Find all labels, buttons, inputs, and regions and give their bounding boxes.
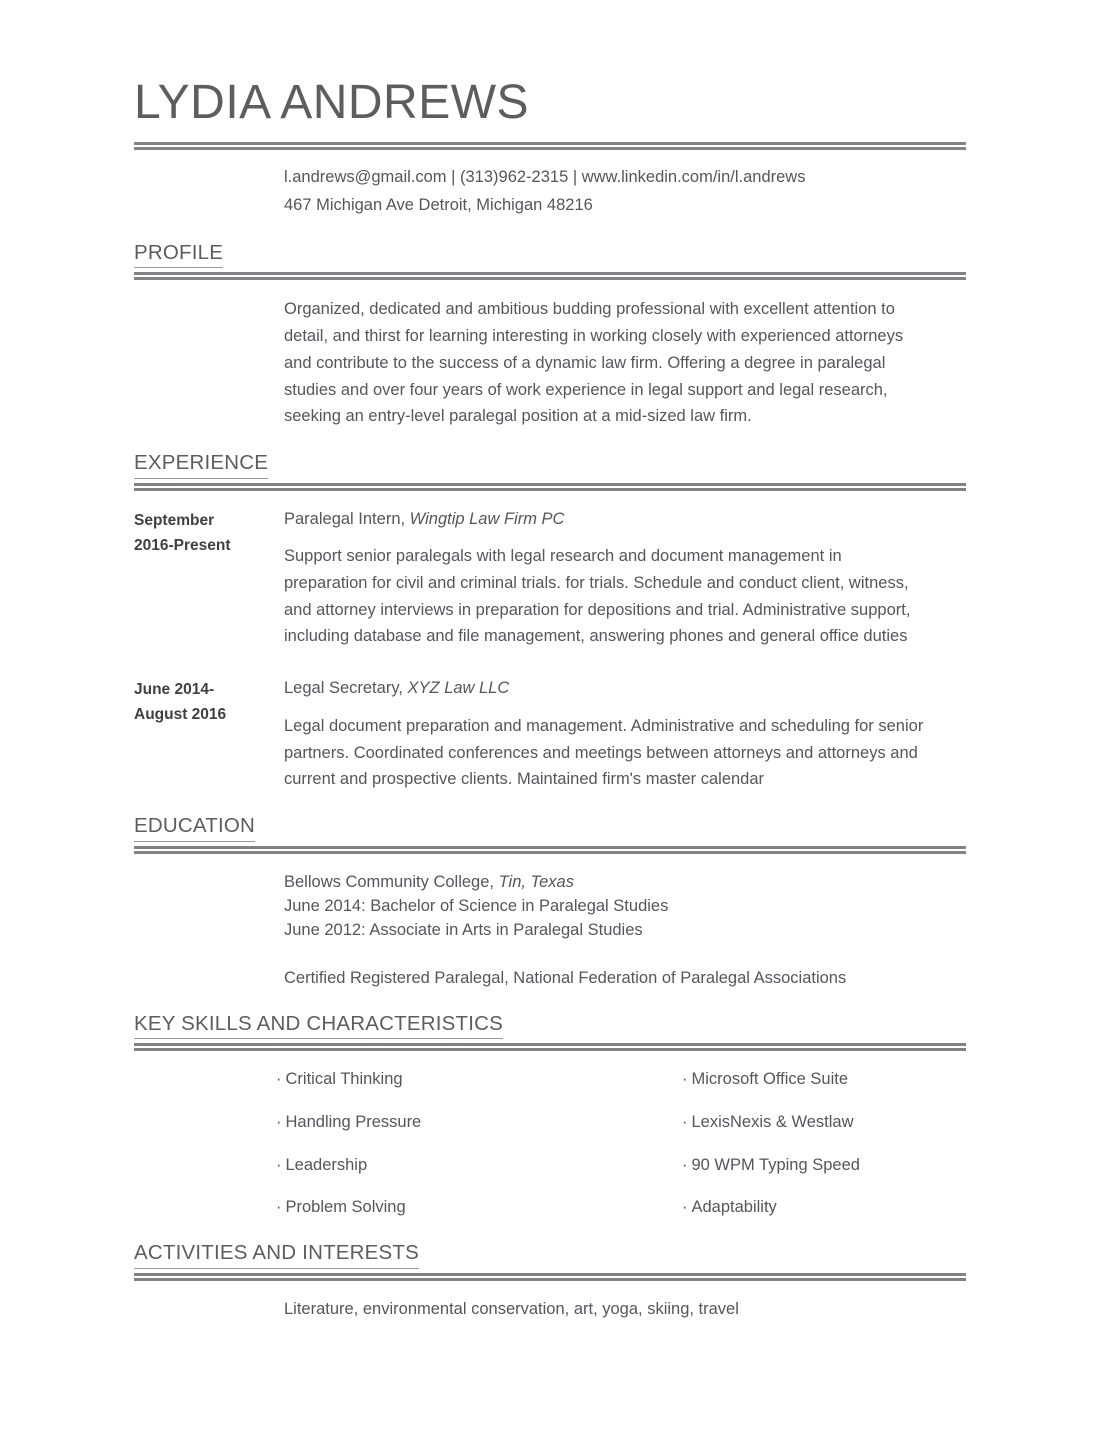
page-title: LYDIA ANDREWS (134, 76, 530, 129)
bullet-dot-icon: · (682, 1112, 688, 1131)
experience-organization: XYZ Law LLC (407, 679, 510, 698)
activities-body: Literature, environmental conservation, art, yoga, skiing, travel (284, 1299, 739, 1318)
experience-detail (284, 507, 966, 651)
section-divider-education (134, 846, 966, 854)
skill-item (276, 1067, 550, 1092)
experience-item (134, 507, 966, 651)
experience-title (284, 507, 966, 532)
section-education (134, 815, 966, 991)
skill-item (276, 1195, 550, 1220)
experience-dates (134, 507, 284, 558)
section-profile (134, 242, 966, 430)
education-body (284, 854, 966, 991)
experience-title (284, 676, 966, 701)
bullet-dot-icon: · (276, 1070, 282, 1089)
skill-label: Problem Solving (285, 1198, 406, 1217)
experience-list (134, 491, 966, 794)
skill-label: 90 WPM Typing Speed (691, 1155, 860, 1174)
experience-item (134, 676, 966, 793)
education-school-name: Bellows Community College, (284, 872, 494, 891)
education-school-location: Tin, Texas (498, 872, 574, 891)
bullet-dot-icon: · (682, 1198, 688, 1217)
bullet-dot-icon: · (276, 1198, 282, 1217)
section-experience (134, 452, 966, 793)
profile-body (284, 280, 924, 430)
experience-detail (284, 676, 966, 793)
contact-line-email-phone-linkedin: l.andrews@gmail.com | (313)962-2315 | www.linkedin.com/in/l.andrews (284, 168, 806, 187)
section-divider-profile (134, 272, 966, 280)
experience-role: Paralegal Intern, (284, 509, 406, 528)
section-divider-skills (134, 1043, 966, 1051)
experience-dates (134, 676, 284, 727)
skill-label: Leadership (285, 1155, 368, 1174)
bullet-dot-icon: · (276, 1155, 282, 1174)
section-divider-activities (134, 1273, 966, 1281)
skill-item (276, 1110, 550, 1135)
section-divider-experience (134, 483, 966, 491)
skill-label: Handling Pressure (285, 1112, 422, 1131)
experience-description: Legal document preparation and management. Administrative and scheduling for senior partners. Coordinated conferences and meetings between attorneys and attorneys and current and prospective clients. Maintained firm's master calendar (284, 716, 924, 789)
profile-paragraph: Organized, dedicated and ambitious budding professional with excellent attention to detail, and thirst for learning interesting in working closely with experienced attorneys and contribute to the success of a dynamic law firm. Offering a degree in paralegal studies and over four years of work experience in legal support and legal research, seeking an entry-level paralegal position at a mid-sized law firm. (284, 300, 904, 426)
skills-column-right (550, 1067, 966, 1220)
skill-item (682, 1153, 966, 1178)
header-block (134, 0, 966, 220)
experience-organization: Wingtip Law Firm PC (409, 509, 565, 528)
skill-label: LexisNexis & Westlaw (691, 1112, 854, 1131)
contact-line-address: 467 Michigan Ave Detroit, Michigan 48216 (284, 196, 593, 215)
section-heading-skills: KEY SKILLS AND CHARACTERISTICS (134, 1013, 503, 1040)
education-school (284, 870, 966, 894)
skill-label: Microsoft Office Suite (691, 1070, 849, 1089)
experience-description: Support senior paralegals with legal research and document management in preparation for civil and criminal trials. for trials. Schedule and conduct client, witness, and attorney interviews in preparation for depositions and trial. Administrative support, including database and file management, answering phones and general office duties (284, 547, 911, 646)
section-skills (134, 1013, 966, 1221)
education-certification: Certified Registered Paralegal, National Federation of Paralegal Associations (284, 969, 847, 988)
bullet-dot-icon: · (682, 1155, 688, 1174)
header-divider (134, 142, 966, 150)
resume-content (134, 0, 966, 1321)
bullet-dot-icon: · (276, 1112, 282, 1131)
skill-item (682, 1067, 966, 1092)
skill-label: Critical Thinking (285, 1070, 403, 1089)
experience-date-end: 2016-Present (134, 536, 231, 554)
section-heading-profile: PROFILE (134, 242, 223, 269)
education-degree: June 2014: Bachelor of Science in Paralegal Studies (284, 896, 669, 915)
skill-item (276, 1153, 550, 1178)
contact-block (284, 150, 966, 219)
section-heading-experience: EXPERIENCE (134, 452, 268, 479)
section-activities (134, 1242, 966, 1321)
skills-body (134, 1051, 966, 1220)
section-heading-activities: ACTIVITIES AND INTERESTS (134, 1242, 419, 1269)
experience-date-end: August 2016 (134, 706, 227, 724)
experience-date-start: June 2014- (134, 681, 215, 699)
experience-date-start: September (134, 511, 215, 529)
experience-role: Legal Secretary, (284, 679, 403, 698)
skills-column-left (134, 1067, 550, 1220)
education-degree: June 2012: Associate in Arts in Paralegal Studies (284, 921, 643, 940)
skill-item (682, 1195, 966, 1220)
skill-label: Adaptability (691, 1198, 777, 1217)
bullet-dot-icon: · (682, 1070, 688, 1089)
section-heading-education: EDUCATION (134, 815, 255, 842)
skill-item (682, 1110, 966, 1135)
